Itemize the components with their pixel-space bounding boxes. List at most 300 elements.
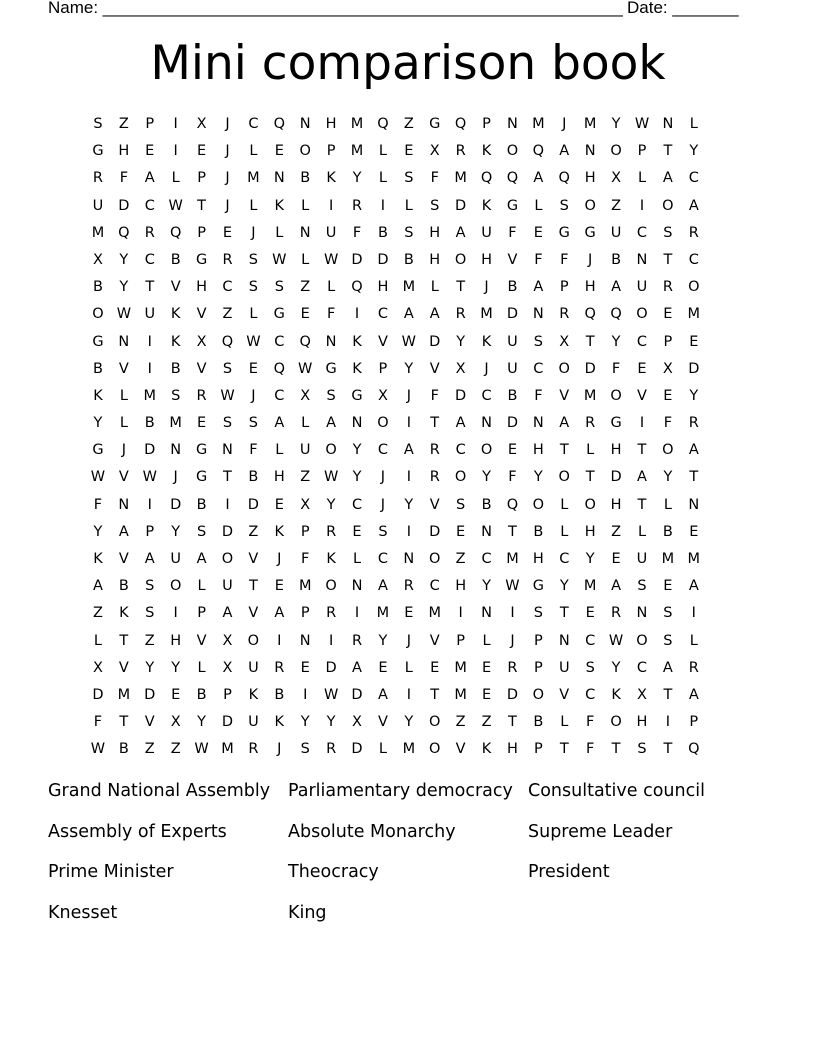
grid-letter: S — [430, 197, 440, 214]
grid-letter: U — [92, 197, 104, 214]
grid-letter: P — [197, 605, 206, 622]
grid-letter: C — [481, 387, 492, 404]
grid-letter: T — [663, 741, 673, 758]
grid-letter: T — [611, 741, 621, 758]
grid-row — [85, 165, 733, 192]
grid-letter: O — [584, 197, 596, 214]
grid-letter: D — [351, 741, 363, 758]
grid-letter: S — [248, 279, 258, 296]
grid-letter: S — [378, 523, 388, 540]
grid-letter: L — [378, 170, 387, 187]
grid-row — [85, 464, 733, 491]
grid-letter: L — [430, 279, 439, 296]
grid-letter: C — [377, 551, 388, 567]
grid-letter: E — [300, 306, 310, 323]
grid-letter: L — [197, 659, 206, 676]
grid-letter: U — [248, 714, 259, 731]
grid-letter: R — [688, 659, 699, 676]
grid-letter: Y — [663, 469, 673, 486]
grid-letter: M — [506, 551, 519, 567]
grid-letter: N — [351, 578, 363, 595]
grid-letter: P — [145, 116, 155, 132]
grid-letter: O — [610, 143, 622, 160]
grid-letter: E — [663, 578, 673, 595]
grid-letter: H — [273, 469, 285, 486]
grid-letter: A — [144, 551, 155, 567]
grid-letter: L — [534, 197, 543, 214]
grid-letter: Y — [611, 333, 621, 350]
grid-letter: B — [196, 686, 207, 703]
grid-letter: M — [454, 686, 467, 703]
grid-letter: H — [584, 170, 596, 187]
grid-letter: J — [225, 116, 230, 132]
grid-letter: O — [662, 197, 674, 214]
grid-letter: O — [454, 251, 467, 268]
grid-letter: B — [118, 578, 129, 595]
grid-letter: X — [222, 632, 233, 649]
word-list-item: King — [288, 902, 327, 923]
grid-letter: T — [197, 197, 206, 214]
grid-letter: Q — [118, 224, 130, 241]
grid-letter: M — [454, 659, 467, 676]
grid-letter: G — [610, 415, 622, 432]
grid-letter: Q — [377, 116, 389, 132]
grid-letter: J — [510, 632, 515, 649]
grid-letter: T — [508, 714, 517, 731]
grid-letter: O — [532, 496, 545, 513]
grid-letter: O — [429, 741, 441, 758]
grid-letter: B — [403, 251, 414, 268]
grid-letter: V — [144, 714, 155, 731]
grid-letter: Q — [273, 116, 285, 132]
grid-letter: K — [170, 333, 181, 350]
grid-letter: M — [402, 279, 416, 296]
grid-letter: D — [144, 686, 156, 703]
grid-letter: V — [118, 469, 129, 486]
grid-letter: I — [277, 632, 282, 649]
grid-letter: Z — [455, 714, 466, 731]
grid-letter: T — [689, 469, 699, 486]
grid-letter: J — [251, 387, 256, 404]
grid-letter: Z — [222, 306, 233, 323]
grid-letter: L — [301, 197, 310, 214]
grid-letter: T — [248, 578, 258, 595]
grid-letter: D — [221, 714, 234, 731]
grid-letter: J — [588, 251, 593, 268]
grid-letter: Y — [482, 578, 491, 595]
grid-letter: X — [92, 659, 103, 676]
grid-letter: Y — [352, 442, 362, 459]
grid-letter: R — [611, 605, 622, 622]
word-list-item: Prime Minister — [48, 862, 174, 882]
grid-letter: C — [585, 632, 596, 649]
grid-letter: C — [377, 442, 388, 459]
grid-letter: Q — [273, 360, 285, 377]
grid-letter: S — [248, 251, 258, 268]
grid-letter: N — [688, 496, 700, 513]
grid-letter: E — [222, 224, 233, 241]
word-search-grid — [85, 111, 733, 764]
grid-letter: D — [610, 469, 622, 486]
grid-letter: K — [93, 551, 103, 567]
grid-row — [85, 492, 733, 519]
grid-letter: W — [608, 632, 624, 649]
grid-letter: N — [481, 605, 492, 622]
grid-letter: J — [380, 496, 386, 513]
grid-letter: F — [249, 442, 258, 459]
grid-letter: H — [429, 224, 441, 241]
grid-letter: C — [377, 306, 388, 323]
grid-letter: N — [118, 496, 130, 513]
grid-letter: H — [481, 251, 492, 268]
grid-letter: Z — [170, 741, 181, 758]
grid-letter: L — [689, 632, 698, 649]
grid-letter: C — [222, 279, 233, 296]
grid-letter: Z — [611, 523, 622, 540]
grid-letter: Y — [559, 578, 569, 595]
grid-letter: K — [481, 197, 492, 214]
grid-letter: M — [169, 415, 182, 432]
grid-letter: U — [610, 224, 622, 241]
grid-letter: A — [274, 605, 285, 622]
grid-letter: S — [326, 387, 336, 404]
grid-letter: R — [248, 741, 259, 758]
grid-letter: V — [248, 551, 259, 567]
grid-letter: Q — [169, 224, 182, 241]
grid-letter: Q — [480, 170, 493, 187]
grid-letter: O — [429, 551, 441, 567]
grid-letter: S — [663, 224, 673, 241]
grid-letter: C — [533, 360, 544, 377]
grid-letter: B — [533, 714, 544, 731]
grid-letter: K — [481, 333, 492, 350]
grid-letter: V — [196, 360, 207, 377]
grid-letter: C — [429, 578, 440, 595]
grid-letter: P — [559, 279, 569, 296]
grid-letter: D — [170, 496, 182, 513]
grid-letter: J — [406, 387, 411, 404]
grid-letter: O — [610, 714, 622, 731]
grid-letter: O — [429, 714, 441, 731]
grid-letter: A — [688, 686, 699, 703]
grid-letter: J — [225, 197, 230, 214]
grid-letter: R — [351, 197, 363, 214]
grid-letter: U — [558, 659, 570, 676]
grid-row — [85, 329, 733, 356]
grid-letter: O — [506, 143, 519, 160]
grid-letter: Z — [455, 551, 466, 567]
grid-letter: N — [507, 116, 518, 132]
grid-letter: O — [558, 360, 570, 377]
grid-letter: S — [145, 578, 155, 595]
grid-letter: G — [532, 578, 544, 595]
grid-letter: E — [404, 143, 414, 160]
grid-letter: O — [169, 578, 182, 595]
grid-letter: M — [376, 605, 390, 622]
grid-letter: O — [636, 632, 648, 649]
grid-letter: V — [429, 496, 440, 513]
grid-letter: R — [274, 659, 285, 676]
grid-letter: Q — [221, 333, 234, 350]
grid-letter: J — [225, 170, 230, 187]
grid-row — [85, 736, 733, 763]
grid-letter: V — [196, 632, 207, 649]
grid-letter: X — [196, 333, 207, 350]
grid-letter: M — [480, 306, 493, 323]
grid-letter: N — [662, 116, 674, 132]
grid-letter: L — [197, 578, 206, 595]
grid-letter: S — [248, 415, 258, 432]
grid-letter: G — [429, 116, 441, 132]
grid-letter: X — [559, 333, 570, 350]
grid-letter: A — [688, 197, 699, 214]
grid-letter: M — [350, 116, 364, 132]
grid-letter: M — [661, 551, 675, 567]
grid-letter: U — [144, 306, 156, 323]
grid-letter: I — [406, 469, 411, 486]
grid-letter: J — [225, 143, 230, 160]
grid-letter: I — [173, 143, 178, 160]
grid-letter: G — [273, 306, 285, 323]
grid-letter: C — [144, 197, 155, 214]
grid-letter: T — [508, 523, 517, 540]
grid-letter: I — [354, 306, 360, 323]
grid-letter: J — [173, 469, 178, 486]
grid-letter: U — [481, 224, 492, 241]
grid-letter: W — [272, 251, 287, 268]
grid-letter: B — [611, 251, 622, 268]
grid-letter: M — [298, 578, 312, 595]
grid-letter: E — [145, 143, 155, 160]
grid-letter: F — [586, 714, 595, 731]
grid-letter: W — [194, 741, 209, 758]
grid-letter: H — [610, 442, 622, 459]
grid-letter: K — [274, 714, 285, 731]
grid-letter: S — [637, 741, 647, 758]
grid-letter: A — [611, 279, 622, 296]
grid-letter: N — [481, 523, 492, 540]
grid-letter: Z — [144, 632, 155, 649]
grid-letter: E — [171, 686, 181, 703]
grid-letter: W — [90, 741, 106, 758]
grid-letter: R — [351, 632, 363, 649]
grid-letter: F — [508, 469, 517, 486]
grid-row — [85, 410, 733, 437]
grid-letter: R — [585, 415, 596, 432]
grid-letter: Q — [454, 116, 467, 132]
grid-letter: X — [352, 714, 362, 731]
grid-letter: I — [147, 333, 152, 350]
grid-letter: H — [532, 442, 544, 459]
grid-letter: V — [429, 360, 440, 377]
grid-letter: Z — [611, 197, 622, 214]
grid-letter: Z — [300, 469, 311, 486]
grid-row — [85, 301, 733, 328]
grid-letter: U — [507, 333, 518, 350]
grid-letter: Z — [300, 279, 311, 296]
grid-letter: D — [247, 496, 259, 513]
grid-letter: Q — [610, 306, 622, 323]
grid-letter: K — [274, 523, 285, 540]
grid-letter: P — [533, 659, 543, 676]
grid-letter: O — [247, 632, 260, 649]
grid-letter: M — [117, 686, 131, 703]
grid-letter: P — [223, 686, 232, 703]
grid-letter: Y — [197, 714, 206, 731]
grid-letter: L — [327, 279, 336, 296]
grid-letter: P — [689, 714, 699, 731]
grid-letter: N — [558, 632, 570, 649]
word-list-item: Assembly of Experts — [48, 821, 227, 842]
grid-letter: Y — [404, 496, 414, 513]
grid-letter: D — [351, 686, 363, 703]
grid-letter: L — [560, 714, 569, 731]
grid-letter: A — [196, 551, 207, 567]
grid-letter: K — [326, 551, 336, 567]
grid-letter: S — [404, 170, 414, 187]
grid-letter: T — [119, 714, 129, 731]
grid-letter: I — [458, 605, 463, 622]
grid-letter: V — [170, 279, 181, 296]
grid-letter: R — [429, 469, 440, 486]
grid-letter: K — [352, 360, 362, 377]
grid-letter: D — [144, 442, 156, 459]
grid-letter: R — [326, 605, 337, 622]
grid-letter: S — [145, 605, 155, 622]
grid-letter: D — [351, 251, 363, 268]
grid-letter: L — [378, 143, 387, 160]
grid-letter: O — [610, 387, 622, 404]
grid-letter: B — [533, 523, 544, 540]
grid-letter: L — [249, 143, 258, 160]
grid-letter: J — [380, 469, 386, 486]
grid-letter: L — [637, 523, 647, 540]
grid-letter: R — [455, 306, 466, 323]
grid-letter: V — [507, 251, 518, 268]
grid-letter: D — [455, 387, 467, 404]
grid-letter: N — [325, 333, 337, 350]
grid-letter: Y — [533, 469, 543, 486]
grid-letter: C — [559, 551, 570, 567]
grid-letter: G — [195, 442, 208, 459]
word-list — [48, 776, 768, 938]
grid-letter: L — [119, 387, 128, 404]
grid-letter: M — [687, 306, 701, 323]
grid-letter: N — [403, 551, 415, 567]
grid-letter: N — [273, 170, 285, 187]
grid-letter: R — [688, 224, 699, 241]
grid-letter: W — [168, 197, 183, 214]
grid-row — [85, 247, 733, 274]
grid-letter: R — [144, 224, 155, 241]
grid-letter: G — [92, 442, 104, 459]
grid-letter: A — [92, 578, 103, 595]
grid-letter: Y — [352, 170, 362, 187]
grid-letter: M — [583, 387, 597, 404]
grid-letter: R — [196, 387, 207, 404]
grid-letter: E — [274, 143, 284, 160]
grid-row — [85, 193, 733, 220]
grid-letter: W — [246, 333, 261, 350]
grid-letter: T — [559, 442, 569, 459]
grid-letter: U — [636, 279, 648, 296]
grid-letter: M — [91, 224, 105, 241]
grid-letter: D — [506, 686, 519, 703]
grid-letter: V — [118, 659, 129, 676]
grid-letter: T — [559, 605, 569, 622]
grid-letter: A — [559, 143, 570, 160]
grid-letter: E — [378, 659, 388, 676]
grid-letter: A — [688, 578, 699, 595]
grid-letter: E — [481, 659, 492, 676]
grid-letter: Y — [404, 714, 414, 731]
grid-letter: N — [636, 251, 648, 268]
word-list-item: Consultative council — [528, 781, 705, 801]
grid-letter: O — [377, 415, 389, 432]
grid-row — [85, 274, 733, 301]
grid-letter: L — [404, 659, 413, 676]
grid-letter: C — [481, 551, 492, 567]
grid-letter: A — [118, 523, 129, 540]
grid-letter: X — [300, 496, 311, 513]
grid-letter: Q — [351, 279, 363, 296]
grid-letter: V — [559, 387, 570, 404]
word-list-item: Theocracy — [288, 862, 379, 882]
grid-letter: Y — [482, 469, 491, 486]
grid-letter: E — [248, 360, 258, 377]
grid-letter: K — [326, 170, 336, 187]
grid-letter: J — [484, 279, 489, 296]
grid-letter: Z — [118, 116, 129, 132]
grid-letter: Y — [119, 251, 129, 268]
grid-letter: O — [480, 442, 493, 459]
grid-letter: M — [583, 578, 597, 595]
grid-letter: W — [298, 360, 313, 377]
page-title: Mini comparison book — [150, 36, 666, 91]
grid-letter: G — [195, 469, 208, 486]
grid-letter: Z — [144, 741, 155, 758]
grid-letter: F — [611, 360, 621, 377]
grid-letter: Y — [326, 714, 336, 731]
grid-letter: W — [220, 387, 235, 404]
grid-letter: H — [196, 279, 208, 296]
grid-letter: I — [303, 686, 308, 703]
grid-letter: P — [456, 632, 466, 649]
grid-letter: Y — [585, 551, 595, 567]
grid-letter: O — [558, 469, 570, 486]
grid-letter: I — [406, 523, 411, 540]
grid-letter: K — [481, 741, 492, 758]
grid-letter: N — [584, 143, 596, 160]
grid-letter: R — [662, 279, 673, 296]
name-field-label: Name: _______________________________________________________ — [48, 0, 623, 17]
grid-letter: D — [429, 523, 441, 540]
grid-letter: S — [222, 360, 233, 377]
grid-letter: V — [455, 741, 466, 758]
grid-letter: R — [92, 170, 103, 187]
grid-letter: S — [300, 741, 310, 758]
grid-letter: D — [325, 659, 337, 676]
grid-letter: H — [584, 523, 596, 540]
grid-letter: H — [429, 251, 441, 268]
grid-letter: C — [688, 170, 699, 187]
grid-letter: Y — [404, 360, 414, 377]
grid-letter: A — [403, 306, 414, 323]
grid-letter: Q — [299, 333, 311, 350]
grid-letter: K — [119, 605, 129, 622]
grid-letter: H — [325, 116, 337, 132]
grid-letter: P — [145, 523, 155, 540]
